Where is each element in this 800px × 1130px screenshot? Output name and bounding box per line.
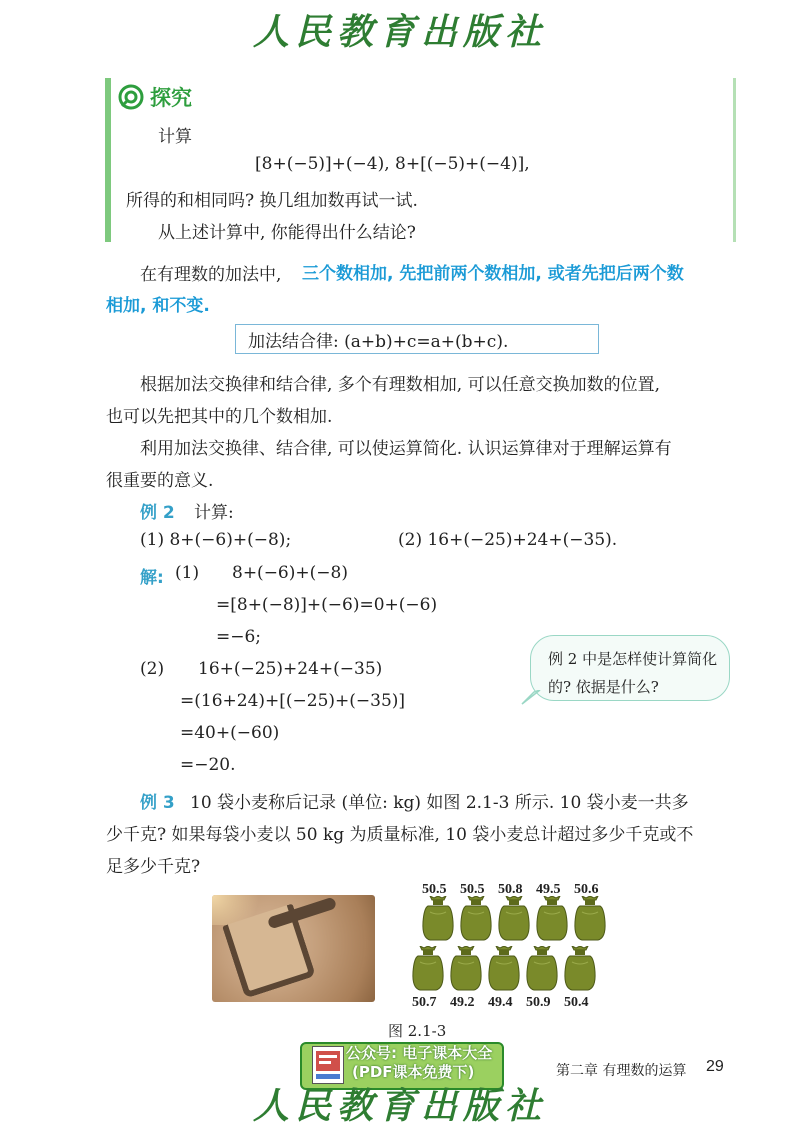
- watermark-line-1: 公众号: 电子课本大全: [346, 1044, 493, 1062]
- example-3-label: 例 3: [140, 793, 175, 813]
- bag-weight-label: 49.2: [450, 995, 475, 1010]
- figure-caption: 图 2.1-3: [388, 1022, 447, 1040]
- explore-heading: [118, 82, 192, 115]
- example-2-question-1: (1) 8+(−6)+(−8);: [140, 530, 292, 550]
- thought-bubble-tail: [520, 690, 542, 706]
- paragraph-3-line-2: 很重要的意义.: [106, 471, 214, 491]
- paragraph-1-start: 在有理数的加法中,: [140, 265, 282, 285]
- bag-weight-label: 49.4: [488, 995, 513, 1010]
- solution-1-line-2: =[8+(−8)]+(−6)=0+(−6): [216, 595, 438, 615]
- publisher-logo-header: 人民教育出版社: [252, 11, 547, 53]
- paragraph-1-highlight-end: 相加, 和不变.: [106, 296, 210, 316]
- paragraph-1-highlight: 三个数相加, 先把前两个数相加, 或者先把后两个数: [302, 264, 684, 284]
- explore-line-1: 计算: [158, 127, 192, 147]
- bag-weight-label: 50.7: [412, 995, 437, 1010]
- solution-2-line-4: =−20.: [180, 755, 236, 775]
- solution-2-line-2: =(16+24)+[(−25)+(−35)]: [180, 691, 406, 711]
- explore-line-3: 所得的和相同吗? 换几组加数再试一试.: [126, 191, 418, 211]
- solution-2-head: (2): [140, 659, 165, 679]
- wheat-bag: [572, 896, 608, 942]
- page-number: 29: [706, 1058, 724, 1075]
- watermark-text: [346, 1044, 492, 1082]
- wheat-bag: [486, 946, 522, 992]
- example-3-line-2: 少千克? 如果每袋小麦以 50 kg 为质量标准, 10 袋小麦总计超过多少千克或不: [106, 825, 694, 845]
- explore-title: 探究: [150, 86, 192, 110]
- example-3-line-1: 10 袋小麦称后记录 (单位: kg) 如图 2.1-3 所示. 10 袋小麦一共多: [190, 793, 689, 813]
- associative-law-formula: 加法结合律: (a+b)+c=a+(b+c).: [248, 332, 509, 352]
- wheat-bag: [458, 896, 494, 942]
- bag-weight-label: 50.5: [422, 882, 447, 897]
- bag-weight-label: 50.5: [460, 882, 485, 897]
- bag-weight-label: 50.8: [498, 882, 523, 897]
- wheat-bag: [448, 946, 484, 992]
- solution-2-line-1: 16+(−25)+24+(−35): [198, 659, 383, 679]
- bag-weight-label: 50.4: [564, 995, 589, 1010]
- solution-label: 解:: [140, 568, 164, 588]
- example-3-line-3: 足多少千克?: [106, 857, 201, 877]
- paragraph-2-line-1: 根据加法交换律和结合律, 多个有理数相加, 可以任意交换加数的位置,: [140, 375, 661, 395]
- wheat-bag: [562, 946, 598, 992]
- wheat-scoop-photo: [212, 895, 375, 1002]
- example-2-prompt: 计算:: [194, 503, 234, 523]
- wheat-bag: [410, 946, 446, 992]
- solution-1-line-1: 8+(−6)+(−8): [232, 563, 348, 583]
- paragraph-3-line-1: 利用加法交换律、结合律, 可以使运算简化. 认识运算律对于理解运算有: [140, 439, 672, 459]
- wheat-bag: [534, 896, 570, 942]
- wheat-bag: [524, 946, 560, 992]
- wheat-bag: [420, 896, 456, 942]
- solution-1-line-3: =−6;: [216, 627, 262, 647]
- solution-1-head: (1): [175, 563, 200, 583]
- explore-line-2: [8+(−5)]+(−4), 8+[(−5)+(−4)],: [255, 154, 530, 174]
- thought-bubble-text: 例 2 中是怎样使计算简化的? 依据是什么?: [548, 650, 718, 696]
- solution-2-line-3: =40+(−60): [180, 723, 280, 743]
- bag-weight-label: 50.9: [526, 995, 551, 1010]
- wheat-bag: [496, 896, 532, 942]
- explore-line-4: 从上述计算中, 你能得出什么结论?: [158, 223, 416, 243]
- paragraph-2-line-2: 也可以先把其中的几个数相加.: [106, 407, 333, 427]
- explore-icon: [118, 84, 144, 115]
- bag-weight-label: 49.5: [536, 882, 561, 897]
- example-2-question-2: (2) 16+(−25)+24+(−35).: [398, 530, 618, 550]
- bag-weight-label: 50.6: [574, 882, 599, 897]
- example-2-label: 例 2: [140, 503, 175, 523]
- watermark-line-2: (PDF课本免费下): [352, 1063, 475, 1081]
- chapter-title: 第二章 有理数的运算: [556, 1063, 687, 1079]
- publisher-logo-footer: 人民教育出版社: [252, 1085, 547, 1127]
